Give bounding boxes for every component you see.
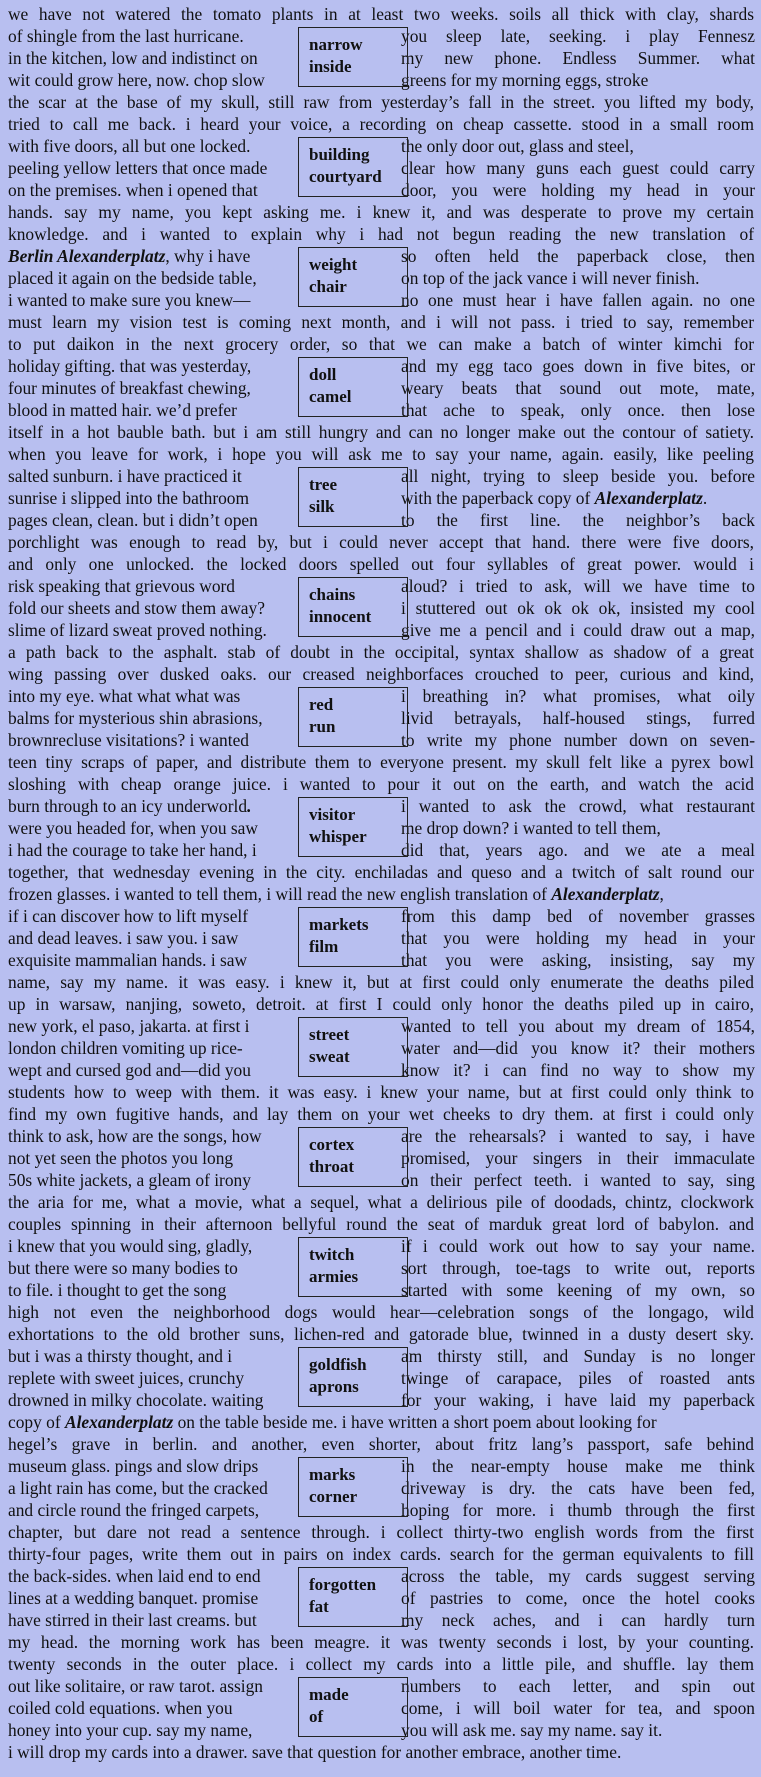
poem-line: on their perfect teeth. i wanted to say, sing (401, 1170, 755, 1190)
book-title: Alexanderplatz (594, 488, 703, 508)
poem-line: know it? i can find no way to show my (401, 1060, 755, 1080)
poem-line: placed it again on the bedside table, (8, 268, 257, 288)
poem-line: of shingle from the last hurricane. (8, 26, 244, 46)
box-word: weight (309, 255, 358, 274)
poem-line: balms for mysterious shin abrasions, (8, 708, 263, 728)
poem-line: so often held the paperback close, then (401, 246, 755, 266)
book-title: Alexanderplatz (65, 1412, 174, 1432)
poem-line: replete with sweet juices, crunchy (8, 1368, 245, 1388)
poem-line: no one must hear i have fallen again. no one (401, 290, 755, 310)
box-word: chains (309, 585, 356, 604)
poem-line: wanted to tell you about my dream of 1854, (401, 1016, 755, 1036)
box-word: corner (309, 1487, 358, 1506)
poem-line: i wanted to ask the crowd, what restaurant (401, 796, 755, 816)
box-word: silk (309, 497, 335, 516)
box-word: aprons (309, 1377, 359, 1396)
poem-line: 50s white jackets, a gleam of irony (8, 1170, 251, 1190)
word-pair-box (298, 27, 408, 87)
box-word: courtyard (309, 167, 382, 186)
poem-line: you sleep late, seeking. i play Fennesz (401, 26, 755, 46)
poem-line: livid betrayals, half-housed stings, furred (401, 708, 755, 728)
word-pair-box (298, 467, 408, 527)
poem-line: blood in matted hair. we’d prefer (8, 400, 237, 420)
poem-line: i stuttered out ok ok ok ok, insisted my cool (401, 598, 755, 618)
poem-line: a light rain has come, but the cracked (8, 1478, 268, 1498)
poem-line: from this damp bed of november grasses (401, 906, 755, 926)
poem-line: couples spinning in their afternoon bellyful round the seat of marduk great lord of babylon. and (8, 1214, 754, 1234)
line-fragment: burn through to an icy underworld (8, 796, 248, 816)
line-fragment: frozen glasses. i wanted to tell them, i will read the new english translation of (8, 884, 552, 904)
poem-line: my head. the morning work has been meagre. it was twenty seconds i lost, by your counting. (8, 1632, 754, 1652)
word-pair-box (298, 1457, 408, 1517)
poem-line: sunrise i slipped into the bathroom (8, 488, 250, 508)
poem-line: exquisite mammalian hands. i saw (8, 950, 248, 970)
poem-line: water and—did you know it? their mothers (401, 1038, 755, 1058)
poem-line: am thirsty still, and Sunday is no longer (401, 1346, 755, 1366)
box-word: throat (309, 1157, 355, 1176)
poem-line: sloshing with cheap orange juice. i wanted to pour it out on the earth, and watch the acid (8, 774, 754, 794)
box-word: whisper (309, 827, 367, 846)
poem-line: of pastries to come, once the hotel cooks (401, 1588, 755, 1608)
poem-line: holiday gifting. that was yesterday, (8, 356, 252, 376)
poem-line: hands. say my name, you kept asking me. i knew it, and was desperate to prove my certain (8, 202, 754, 222)
poem-line: high not even the neighborhood dogs would hear—celebration songs of the longago, wild (8, 1302, 754, 1322)
word-pair-box (298, 907, 408, 967)
poem-line: up in warsaw, nanjing, soweto, detroit. at first I could only honor the deaths piled up in cairo, (8, 994, 754, 1014)
word-pair-box (298, 137, 408, 197)
poem-line: wit could grow here, now. chop slow (8, 70, 265, 90)
poem-line: that you were holding my head in your (401, 928, 755, 948)
word-pair-box (298, 797, 408, 857)
poem-line: pages clean, clean. but i didn’t open (8, 510, 258, 530)
bold-period: . (247, 796, 252, 816)
poem-line: aloud? i tried to ask, will we have time to (401, 576, 755, 596)
box-word: narrow (309, 35, 363, 54)
box-word: forgotten (309, 1575, 377, 1594)
poem-line: my neck aches, and i can hardly turn (401, 1610, 755, 1630)
poem-line: risk speaking that grievous word (8, 576, 236, 596)
poem-line: numbers to each letter, and spin out (401, 1676, 755, 1696)
poem-line: students how to weep with them. it was easy. i knew your name, but at first could only think to (8, 1082, 754, 1102)
line-fragment: , (659, 884, 664, 904)
poem-line: come, i will boil water for tea, and spoon (401, 1698, 755, 1718)
poem-line: that you were asking, insisting, say my (401, 950, 755, 970)
box-word: tree (309, 475, 337, 494)
line-fragment: on the table beside me. i have written a short poem about looking for (173, 1412, 657, 1432)
poem-line: four minutes of breakfast chewing, (8, 378, 251, 398)
poem-line: have stirred in their last creams. but (8, 1610, 257, 1630)
poem-line: new york, el paso, jakarta. at first i (8, 1016, 250, 1036)
poem-line: honey into your cup. say my name, (8, 1720, 253, 1740)
poem-line: if i could work out how to say your name. (401, 1236, 755, 1256)
book-title: Alexanderplatz (551, 884, 660, 904)
poem-line: thirty-four pages, write them out in pairs on index cards. search for the german equivalents to fill (8, 1544, 754, 1564)
poem-line: to write my phone number down on seven- (401, 730, 755, 750)
word-pair-box (298, 357, 408, 417)
box-word: innocent (309, 607, 372, 626)
poem-line: and circle round the fringed carpets, (8, 1500, 260, 1520)
word-pair-box (298, 1347, 408, 1407)
poem-line: the back-sides. when laid end to end (8, 1566, 261, 1586)
poem-line: you will ask me. say my name. say it. (401, 1720, 663, 1740)
poem-line: hegel’s grave in berlin. and another, even shorter, about fritz lang’s passport, safe behind (8, 1434, 754, 1454)
poem-line: and only one unlocked. the locked doors spelled out four syllables of great power. would i (8, 554, 754, 574)
book-title: Berlin Alexanderplatz (8, 246, 166, 266)
poem-line: salted sunburn. i have practiced it (8, 466, 242, 486)
poem-line: promised, your singers in their immaculate (401, 1148, 755, 1168)
poem-line: but i was a thirsty thought, and i (8, 1346, 233, 1366)
poem-line: i will drop my cards into a drawer. save that question for another embrace, another time. (8, 1742, 622, 1762)
poem-line: clear how many guns each guest could carry (401, 158, 755, 178)
word-pair-box (298, 687, 408, 747)
poem-line: in the near-empty house make me think (401, 1456, 755, 1476)
poem-line: driveway is dry. the cats have been fed, (401, 1478, 755, 1498)
word-pair-box (298, 1567, 408, 1627)
poem-line: the only door out, glass and steel, (401, 136, 634, 156)
poem-line: all night, trying to sleep beside you. before (401, 466, 755, 486)
word-pair-box (298, 577, 408, 637)
poem-line: brownrecluse visitations? i wanted (8, 730, 249, 750)
poem-line: when you leave for work, i hope you will ask me to say your name, again. easily, like peeling (8, 444, 754, 464)
poem-line: out like solitaire, or raw tarot. assign (8, 1676, 264, 1696)
poem-line: name, say my name. it was easy. i knew it, but at first could only enumerate the deaths piled (8, 972, 754, 992)
poem-line (401, 487, 755, 509)
poem-line: coiled cold equations. when you (8, 1698, 233, 1718)
poem-line: i breathing in? what promises, what oily (401, 686, 755, 706)
box-word: made (309, 1685, 349, 1704)
poem-line: that ache to speak, only once. then lose (401, 400, 755, 420)
poem-line: fold our sheets and stow them away? (8, 598, 265, 618)
word-pair-box (298, 1127, 408, 1187)
poem-line: teen tiny scraps of paper, and distribute them to everyone present. my skull felt like a pyrex bowl (8, 752, 754, 772)
box-word: run (309, 717, 336, 736)
poem-line: me drop down? i wanted to tell them, (401, 818, 661, 838)
poem-line: hoping for more. i thumb through the first (401, 1500, 755, 1520)
poem-line: door, you were holding my head in your (401, 180, 755, 200)
box-word: inside (309, 57, 352, 76)
poem-line: to the first line. the neighbor’s back (401, 510, 755, 530)
poem-line: and dead leaves. i saw you. i saw (8, 928, 239, 948)
box-word: chair (309, 277, 347, 296)
poem-line: chapter, but dare not read a sentence through. i collect thirty-two english words from the first (8, 1522, 754, 1542)
poem-line: museum glass. pings and slow drips (8, 1456, 259, 1476)
poem-line: i had the courage to take her hand, i (8, 840, 257, 860)
poem-line: twenty seconds in the outer place. i collect my cards into a little pile, and shuffle. lay them (8, 1654, 754, 1674)
poem-line: wing passing over dusked oaks. our creased neighborfaces crouched to peer, curious and kind, (8, 664, 754, 684)
box-word: of (309, 1707, 324, 1726)
poem-line: if i can discover how to lift myself (8, 906, 249, 926)
poem-line: the scar at the base of my skull, still raw from yesterday’s fall in the street. you lifted my body, (8, 92, 754, 112)
box-word: street (309, 1025, 350, 1044)
poem-line: tried to call me back. i heard your voice, a recording on cheap cassette. stood in a small room (8, 114, 754, 134)
box-word: goldfish (309, 1355, 367, 1374)
poem-line: i knew that you would sing, gladly, (8, 1236, 253, 1256)
poem-line: drowned in milky chocolate. waiting (8, 1390, 264, 1410)
line-fragment: with the paperback copy of (401, 488, 595, 508)
box-word: building (309, 145, 370, 164)
poem-line: wept and cursed god and—did you (8, 1060, 251, 1080)
poem-line: knowledge. and i wanted to explain why i had not begun reading the new translation of (8, 224, 754, 244)
poem-line: must learn my vision test is coming next month, and i will not pass. i tried to say, remember (8, 312, 754, 332)
box-word: fat (309, 1597, 329, 1616)
poem-line: did that, years ago. and we ate a meal (401, 840, 755, 860)
poem-line: greens for my morning eggs, stroke (401, 70, 649, 90)
poem-line: twinge of carapace, piles of roasted ants (401, 1368, 755, 1388)
poem-line: exhortations to the old brother suns, lichen-red and gatorade blue, twinned in a dusty desert sky. (8, 1324, 754, 1344)
poem-line: london children vomiting up rice- (8, 1038, 243, 1058)
poem-line: not yet seen the photos you long (8, 1148, 234, 1168)
box-word: camel (309, 387, 352, 406)
poem-line: find my own fugitive hands, and lay them on your wet cheeks to dry them. at first i could only (8, 1104, 754, 1124)
word-pair-box (298, 1017, 408, 1077)
poem-line: think to ask, how are the songs, how (8, 1126, 262, 1146)
poem-line (8, 245, 250, 267)
poem-line: for your waking, i have laid my paperback (401, 1390, 755, 1410)
box-word: marks (309, 1465, 356, 1484)
poem-line: a path back to the asphalt. stab of doubt in the occipital, syntax shallow as shadow of a great (8, 642, 754, 662)
poem-line (8, 795, 251, 817)
box-word: red (309, 695, 334, 714)
poem-line: slime of lizard sweat proved nothing. (8, 620, 267, 640)
box-word: sweat (309, 1047, 350, 1066)
poem-line: i wanted to make sure you knew— (8, 290, 251, 310)
poem-line: we have not watered the tomato plants in at least two weeks. soils all thick with clay, shards (8, 4, 754, 24)
poem-line: weary beats that sound out mote, mate, (401, 378, 755, 398)
poem-line: sort through, toe-tags to write out, reports (401, 1258, 755, 1278)
box-word: twitch (309, 1245, 355, 1264)
poem-line: into my eye. what what what was (8, 686, 241, 706)
word-pair-box (298, 1237, 408, 1297)
line-fragment: copy of (8, 1412, 65, 1432)
poem-line: to put daikon in the next grocery order, so that we can make a batch of winter kimchi for (8, 334, 754, 354)
poem-line: are the rehearsals? i wanted to say, i have (401, 1126, 755, 1146)
poem-line: were you headed for, when you saw (8, 818, 258, 838)
poem-line: itself in a hot bauble bath. but i am still hungry and can no longer make out the contour of satiety. (8, 422, 754, 442)
box-word: visitor (309, 805, 356, 824)
word-pair-box (298, 247, 408, 307)
poem-line: together, that wednesday evening in the city. enchiladas and queso and a twitch of salt round our (8, 862, 754, 882)
poem-line: porchlight was enough to read by, but i could never accept that hand. there were five doors, (8, 532, 754, 552)
poem-line: my new phone. Endless Summer. what (401, 48, 755, 68)
poem-line: to file. i thought to get the song (8, 1280, 227, 1300)
box-word: film (309, 937, 339, 956)
poem-line: peeling yellow letters that once made (8, 158, 268, 178)
box-word: markets (309, 915, 369, 934)
poem-line: and my egg taco goes down in five bites, or (401, 356, 755, 376)
poem-line (8, 883, 664, 905)
poem-line: on top of the jack vance i will never finish. (401, 268, 700, 288)
poem-line (8, 1411, 754, 1433)
box-word: doll (309, 365, 337, 384)
poem-line: give me a pencil and i could draw out a map, (401, 620, 755, 640)
poem-line: in the kitchen, low and indistinct on (8, 48, 258, 68)
poem-line: across the table, my cards suggest serving (401, 1566, 755, 1586)
line-fragment: , why i have (165, 246, 251, 266)
box-word: armies (309, 1267, 359, 1286)
poem-line: lines at a wedding banquet. promise (8, 1588, 259, 1608)
poem-line: started with some keening of my own, so (401, 1280, 755, 1300)
poem-line: the aria for me, what a movie, what a sequel, what a delirious pile of doodads, chintz, clockwork (8, 1192, 754, 1212)
poem-line: with five doors, all but one locked. (8, 136, 251, 156)
word-pair-box (298, 1677, 408, 1737)
line-fragment: . (702, 488, 708, 508)
poem-line: but there were so many bodies to (8, 1258, 238, 1278)
poem-line: on the premises. when i opened that (8, 180, 258, 200)
box-word: cortex (309, 1135, 355, 1154)
